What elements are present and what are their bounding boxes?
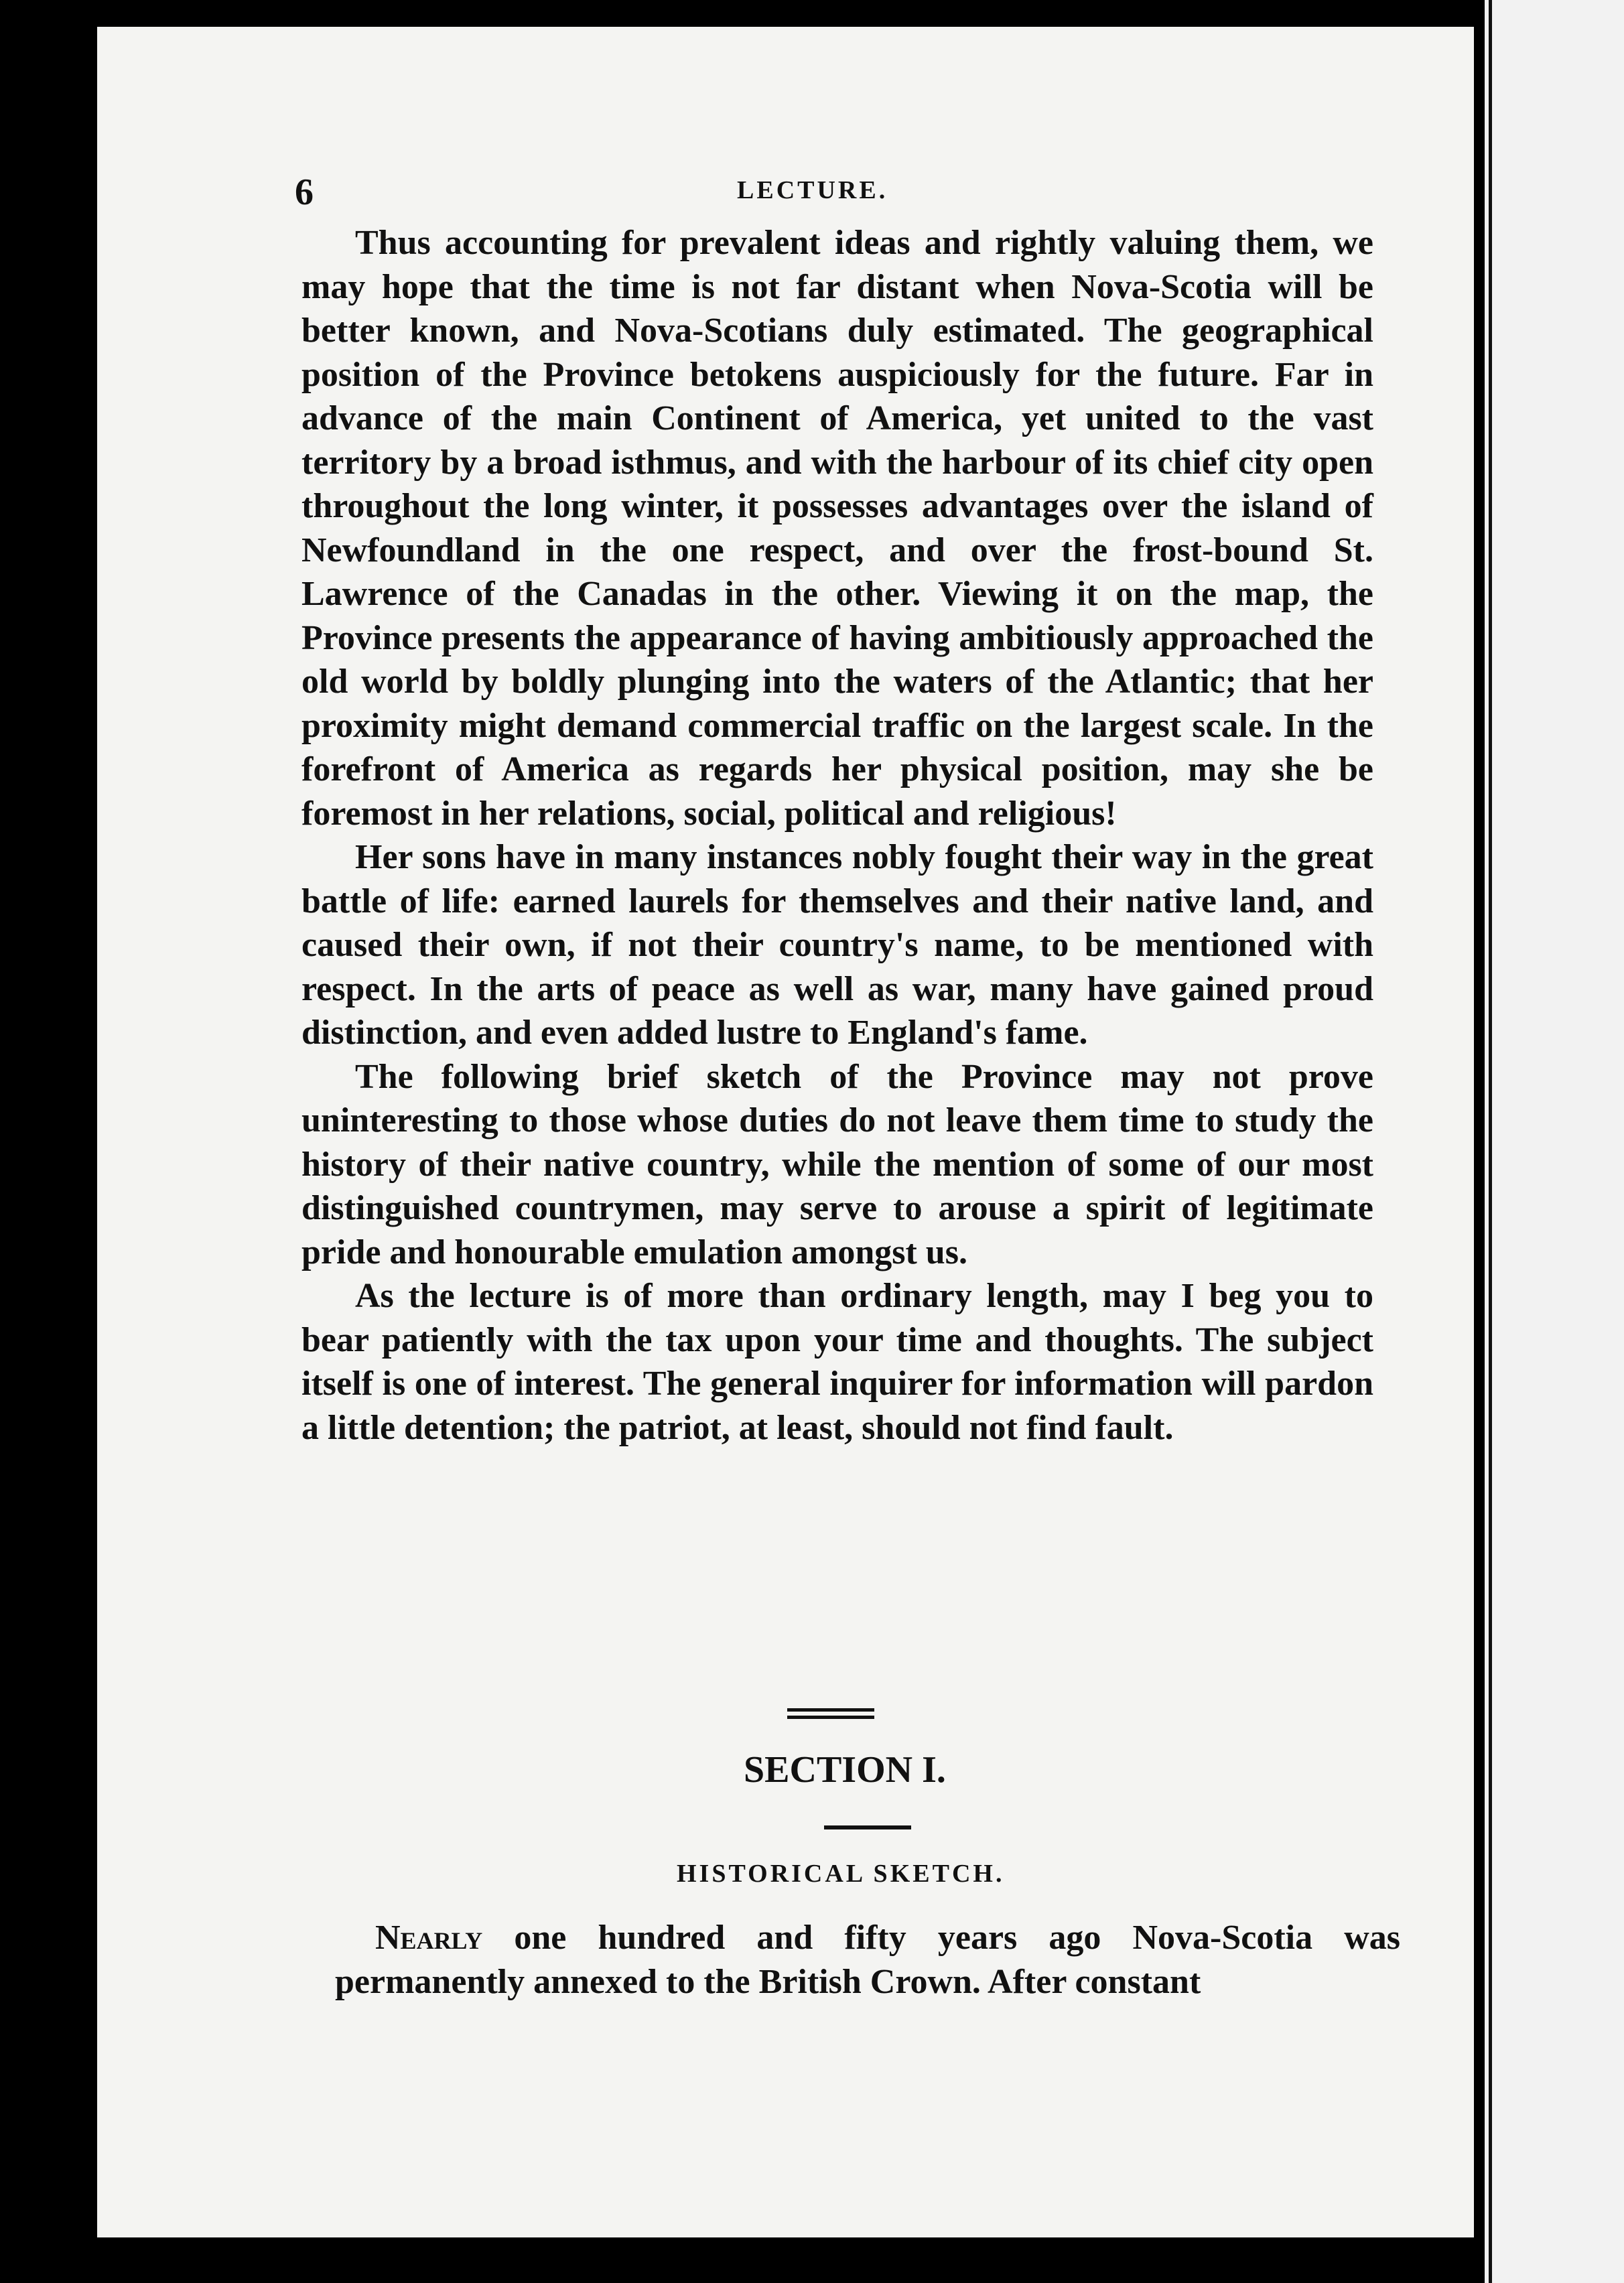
paragraph-3: The following brief sketch of the Province may not prove uninteresting to those whose duties do not leave them time to study the history of their native country, while the mention of some of our most distinguished countrymen, may serve to arouse a spirit of legitimate pride and honourable emulation amongst us. — [301, 1057, 1373, 1271]
binding-line — [1489, 0, 1492, 2283]
lead-word: Nearly — [375, 1919, 483, 1957]
section-paragraph-text: one hundred and fifty years ago Nova-Scotia was permanently annexed to the British Crown. After constant — [335, 1919, 1400, 2001]
double-rule-divider — [787, 1708, 874, 1719]
section-heading: SECTION I. — [744, 1749, 946, 1791]
body-text — [301, 221, 1373, 1450]
paragraph-2: Her sons have in many instances nobly fought their way in the great battle of life: earned laurels for themselves and their native land, and caused their own, if not their country's name, to be mentioned with respect. In the arts of peace as well as war, many have gained proud distinction, and even added lustre to England's fame. — [301, 838, 1373, 1052]
running-head: LECTURE. — [737, 176, 888, 204]
section-body — [335, 1916, 1400, 2004]
page-edge-shadow — [1474, 0, 1485, 2283]
paragraph-4: As the lecture is of more than ordinary length, may I beg you to bear patiently with the tax upon your time and thoughts. The subject itself is one of interest. The general inquirer for information will pardon a little detention; the patriot, at least, should not find fault. — [301, 1277, 1373, 1447]
page-number: 6 — [295, 171, 314, 213]
scan-margin — [1485, 0, 1624, 2283]
section-subheading: HISTORICAL SKETCH. — [677, 1860, 1005, 1888]
paragraph-1: Thus accounting for prevalent ideas and rightly valuing them, we may hope that the time is not far distant when Nova-Scotia will be better known, and Nova-Scotians duly estimated. The geographical position of the Province betokens auspiciously for the future. Far in advance of the main Continent of America, yet united to the vast territory by a broad isthmus, and with the harbour of its chief city open throughout the long winter, it possesses advantages over the island of Newfoundland in the one respect, and over the frost-bound St. Lawrence of the Canadas in the other. Viewing it on the map, the Province presents the appearance of having ambitiously approached the old world by boldly plunging into the waters of the Atlantic; that her proximity might demand commercial traffic on the largest scale. In the forefront of America as regards her physical position, may she be foremost in her relations, social, political and religious! — [301, 224, 1373, 833]
single-rule-divider — [824, 1825, 911, 1829]
section-paragraph — [335, 1916, 1400, 2004]
